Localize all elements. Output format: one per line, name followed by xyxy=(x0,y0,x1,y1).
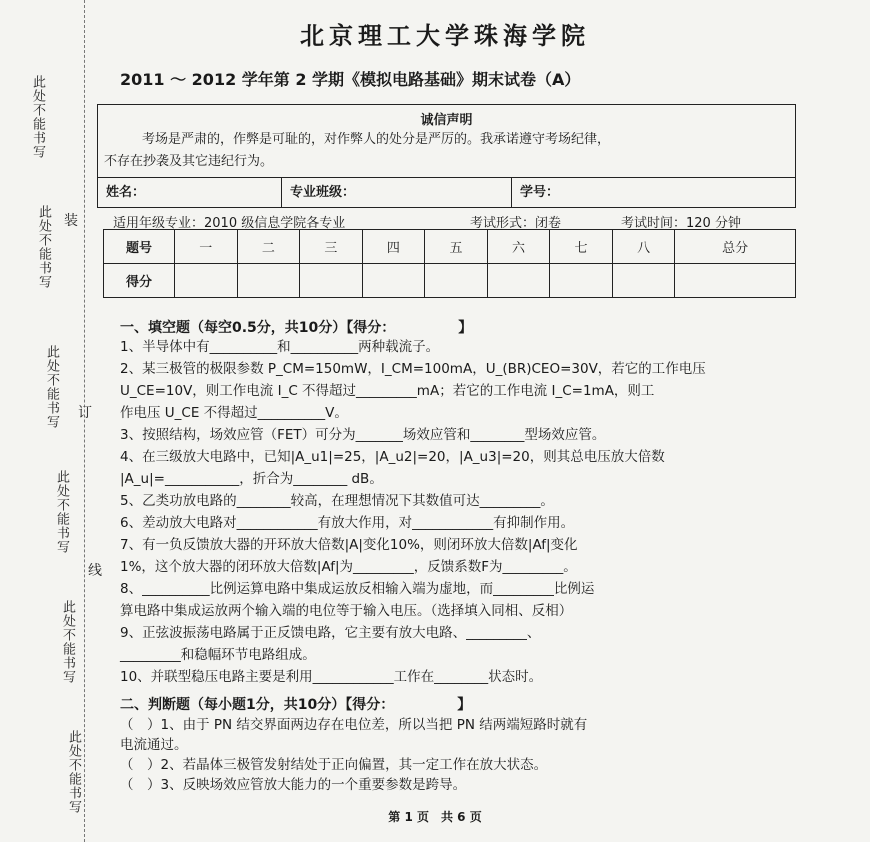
margin-note: 此处不能书写 xyxy=(44,345,59,429)
score-column: 四 xyxy=(362,230,425,264)
applicable-major: 适用年级专业：2010 级信息学院各专业 xyxy=(113,216,346,231)
question-line: 1、半导体中有__________和__________两种载流子。 xyxy=(120,339,440,355)
score-table xyxy=(103,229,796,298)
honor-text-line: 不存在抄袭及其它违纪行为。 xyxy=(104,154,274,169)
score-cell[interactable] xyxy=(425,264,488,298)
score-column: 二 xyxy=(237,230,300,264)
score-cell[interactable] xyxy=(550,264,613,298)
question-line: 作电压 U_CE 不得超过__________V。 xyxy=(120,405,348,421)
student-info-row xyxy=(98,177,795,208)
page-footer: 第 1 页 共 6 页 xyxy=(388,810,482,824)
school-name: 北京理工大学珠海学院 xyxy=(300,22,590,50)
margin-note: 此处不能书写 xyxy=(36,205,51,289)
score-cell[interactable] xyxy=(362,264,425,298)
binding-mark-zhuang: 装 xyxy=(64,213,78,229)
score-cell[interactable] xyxy=(300,264,363,298)
question-line: 3、按照结构，场效应管（FET）可分为_______场效应管和________型场效应管。 xyxy=(120,427,606,443)
name-field[interactable]: 姓名： xyxy=(106,185,146,200)
margin-note: 此处不能书写 xyxy=(60,600,75,684)
question-line: 10、并联型稳压电路主要是利用____________工作在________状态时。 xyxy=(120,669,543,685)
question-line: 6、差动放大电路对____________有放大作用，对____________有抑制作用。 xyxy=(120,515,575,531)
question-line: 1%，这个放大器的闭环放大倍数|Af|为_________，反馈系数F为_________。 xyxy=(120,559,577,575)
score-column: 七 xyxy=(550,230,613,264)
question-line: （ ）2、若晶体三极管发射结处于正向偏置，其一定工作在放大状态。 xyxy=(120,757,548,773)
question-line: 4、在三级放大电路中，已知|A_u1|=25，|A_u2|=20，|A_u3|=20，则其总电压放大倍数 xyxy=(120,449,665,465)
section-true-false-heading: 二、判断题（每小题1分，共10分）【得分： 】 xyxy=(120,697,472,713)
question-line: |A_u|=___________，折合为________ dB。 xyxy=(120,471,383,487)
honor-statement-box xyxy=(97,104,796,208)
score-table-header-row xyxy=(104,230,796,264)
exam-time: 考试时间：120 分钟 xyxy=(621,216,741,231)
binding-mark-ding: 订 xyxy=(78,405,92,421)
honor-text xyxy=(104,127,784,171)
binding-mark-xian: 线 xyxy=(88,563,102,579)
honor-title: 诚信声明 xyxy=(420,113,473,128)
section-fill-in-heading: 一、填空题（每空0.5分，共10分）【得分： 】 xyxy=(120,320,473,336)
honor-text-line: 考场是严肃的，作弊是可耻的，对作弊人的处分是严厉的。我承诺遵守考场纪律， xyxy=(142,132,611,147)
student-id-field[interactable]: 学号： xyxy=(511,178,795,208)
margin-note: 此处不能书写 xyxy=(66,730,81,814)
score-column: 一 xyxy=(175,230,238,264)
score-column: 八 xyxy=(612,230,675,264)
margin-note: 此处不能书写 xyxy=(54,470,69,554)
question-line: （ ）1、由于 PN 结交界面两边存在电位差，所以当把 PN 结两端短路时就有 xyxy=(120,717,588,733)
question-line: _________和稳幅环节电路组成。 xyxy=(120,647,316,663)
question-line: 7、有一负反馈放大器的开环放大倍数|A|变化10%，则闭环放大倍数|Af|变化 xyxy=(120,537,578,553)
question-line: （ ）3、反映场效应管放大能力的一个重要参数是跨导。 xyxy=(120,777,467,793)
question-line: U_CE=10V，则工作电流 I_C 不得超过_________mA；若它的工作电流 I_C=1mA，则工 xyxy=(120,383,655,399)
exam-title: 2011 ～ 2012 学年第 2 学期《模拟电路基础》期末试卷（A） xyxy=(120,70,581,89)
question-line: 9、正弦波振荡电路属于正反馈电路，它主要有放大电路、_________、 xyxy=(120,625,541,641)
question-line: 算电路中集成运放两个输入端的电位等于输入电压。（选择填入同相、反相） xyxy=(120,603,573,619)
score-table-score-row xyxy=(104,264,796,298)
score-cell[interactable] xyxy=(175,264,238,298)
score-cell[interactable] xyxy=(237,264,300,298)
class-field[interactable]: 专业班级： xyxy=(281,178,511,208)
score-column: 六 xyxy=(487,230,550,264)
question-line: 2、某三极管的极限参数 P_CM=150mW，I_CM=100mA，U_(BR)CEO=30V，若它的工作电压 xyxy=(120,361,706,377)
score-row-label: 得分 xyxy=(104,264,175,298)
score-cell[interactable] xyxy=(675,264,796,298)
question-line: 电流通过。 xyxy=(120,737,188,753)
question-line: 8、__________比例运算电路中集成运放反相输入端为虚地，而_________比例运 xyxy=(120,581,595,597)
score-column: 五 xyxy=(425,230,488,264)
score-column: 总分 xyxy=(675,230,796,264)
score-cell[interactable] xyxy=(612,264,675,298)
question-line: 5、乙类功放电路的________较高，在理想情况下其数值可达_________。 xyxy=(120,493,554,509)
exam-form: 考试形式：闭卷 xyxy=(470,216,562,231)
margin-note: 此处不能书写 xyxy=(30,75,45,159)
score-column: 三 xyxy=(300,230,363,264)
score-header-label: 题号 xyxy=(104,230,175,264)
score-cell[interactable] xyxy=(487,264,550,298)
